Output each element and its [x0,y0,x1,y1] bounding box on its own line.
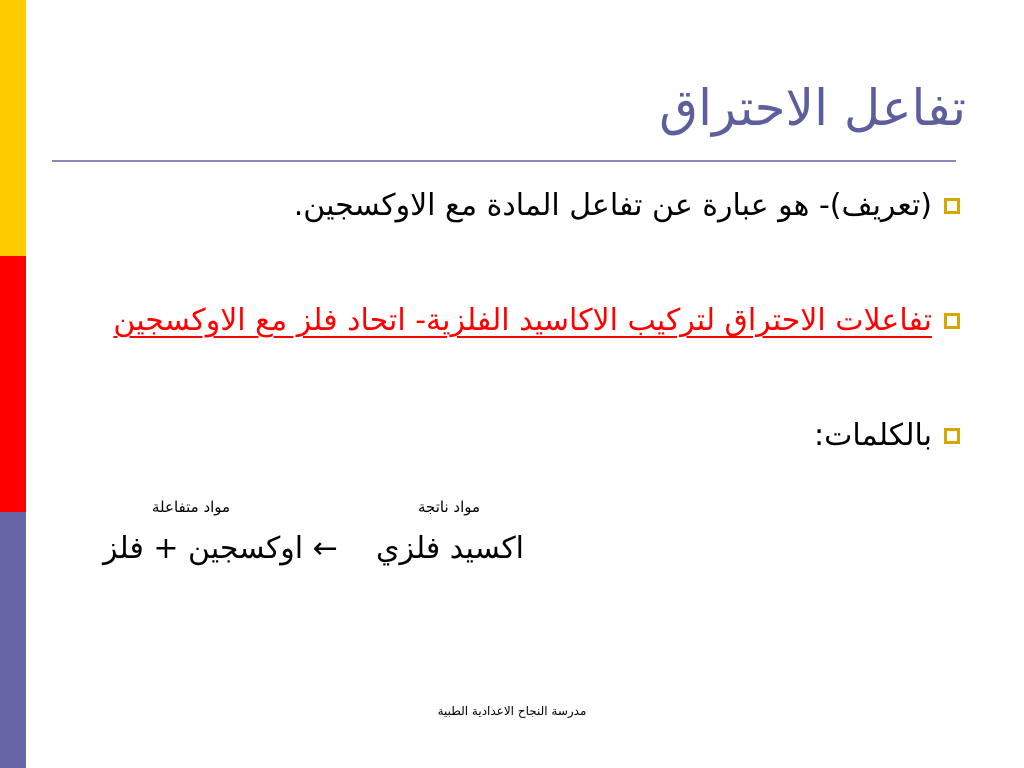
side-band-yellow [0,0,26,256]
square-bullet-icon [944,428,960,444]
bullet-in-words-text: بالكلمات: [814,418,932,453]
combustion-reactions-link[interactable]: تفاعلات الاحتراق لتركيب الاكاسيد الفلزية- اتحاد فلز مع الاوكسجين [113,303,932,338]
equation-products: اكسيد فلزي [375,531,524,566]
footer-school-name: مدرسة النجاح الاعدادية الطبية [437,704,587,718]
title-divider [52,160,956,162]
reactants-label: مواد متفاعلة [152,498,231,516]
side-band-red [0,256,26,512]
side-band-blue [0,512,26,768]
square-bullet-icon [944,198,960,214]
square-bullet-icon [944,313,960,329]
products-label: مواد ناتجة [418,498,481,516]
bullet-definition-text: (تعريف)- هو عبارة عن تفاعل المادة مع الاوكسجين. [293,188,932,223]
word-equation [102,528,524,570]
equation-reactants: اوكسجين + فلز [102,531,304,566]
bullet-combustion-reactions[interactable] [113,303,960,339]
bullet-in-words [814,418,960,454]
slide-title: تفاعل الاحتراق [659,79,966,137]
arrow-left-icon: ← [312,531,338,566]
bullet-definition [294,188,960,224]
